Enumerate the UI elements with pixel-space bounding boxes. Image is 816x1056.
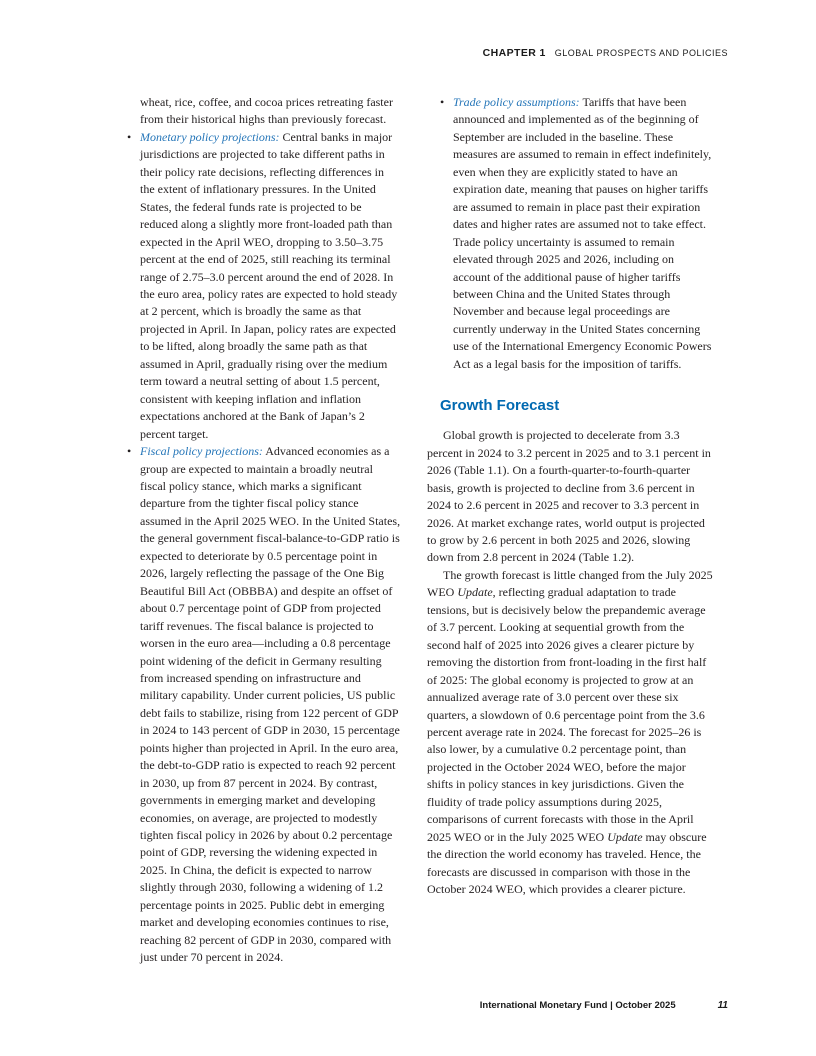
left-column [114,94,401,967]
text-segment: Update [457,585,493,600]
footer-page-number: 11 [717,1000,728,1011]
running-header [483,44,728,62]
paragraph [427,567,714,899]
text-segment: Global growth is projected to decelerate from 3.3 percent in 2024 to 3.2 percent in 2025 and to 3.1 percent in 2026 (Table 1.1). On a fourth-quarter-to-fourth-quarter basis, growth is projected to decline from 3.6 percent in 2024 to 2.6 percent in 2025 and recover to 3.3 percent in 2026. At market exchange rates, world output is projected to grow by 2.6 percent in both 2025 and 2026, slowing down from 2.8 percent in 2024 (Table 1.2). [427,428,711,565]
bullet-lead-label: Monetary policy projections: [140,129,280,144]
text-segment: Update [607,829,643,844]
text-segment: Growth Forecast [440,397,560,415]
right-column [427,94,714,898]
text-segment: may obscure the direction the world economy has traveled. Hence, the forecasts are discussed in comparison with those in the October 2024 WEO, which provides a clearer picture. [427,829,707,897]
text-segment: The growth forecast is little changed from the July 2025 WEO [427,567,713,600]
text-segment: , reflecting gradual adaptation to trade tensions, but is decisively below the prepandemic average of 3.7 percent. Looking at sequential growth from the second half of 2025 into 2026 gives a clearer picture by removing the distortion from front-loading in the first half of 2025: The global economy is projected to grow at an annualized average rate of 3.0 percent over these six quarters, a slowdown of 0.6 percentage point from the 3.6 percent average rate in 2024. The forecast for 2025–26 is also lower, by a cumulative 0.2 percentage point, than projected in the October 2024 WEO, before the major shifts in policy stances in key jurisdictions. Given the fluidity of trade policy assumptions during 2025, comparisons of current forecasts with those in the April 2025 WEO or in the July 2025 WEO [427,585,707,844]
text-segment: Advanced economies as a group are expected to maintain a broadly neutral fiscal policy stance, which marks a significant departure from the tighter fiscal policy stance assumed in the April 2025 WEO. In the United States, the general government fiscal-balance-to-GDP ratio is expected to deteriorate by 0.5 percentage point in 2026, largely reflecting the passage of the One Big Beautiful Bill Act (OBBBA) and despite an offset of about 0.7 percentage point of GDP from projected tariff revenues. The fiscal balance is projected to worsen in the euro area—including a 0.8 percentage point widening of the deficit in Germany resulting from increased spending on infrastructure and military capability. Under current policies, US public debt fails to stabilize, rising from 122 percent of GDP in 2024 to 143 percent of GDP in 2030, 15 percentage points higher than projected in April. In the euro area, the debt-to-GDP ratio is expected to reach 92 percent in 2030, up from 87 percent in 2024. By contrast, governments in emerging market and developing economies, on average, are projected to modestly tighten fiscal policy in 2026 by about 0.2 percentage point of GDP, reversing the widening expected in 2025. In China, the deficit is expected to narrow slightly through 2030, following a widening of 1.2 percentage points in 2025. Public debt in emerging market and developing economies continues to rise, reaching 82 percent of GDP in 2030, compared with just under 70 percent in 2024. [140,444,401,965]
paragraph [114,94,401,129]
running-footer [480,997,728,1014]
text-segment: Central banks in major jurisdictions are projected to take different paths in their policy rate decisions, reflecting differences in the extent of inflationary pressures. In the United States, the federal funds rate is projected to be reduced along a slightly more front-loaded path than expected in the April WEO, dropping to 3.50–3.75 percent at the end of 2025, still reaching its terminal range of 2.75–3.0 percent around the end of 2028. In the euro area, policy rates are expected to hold steady at 2 percent, which is broadly the same as that projected in April. In Japan, policy rates are expected to be lifted, along broadly the same path as that assumed in April, gradually rising over the medium term toward a neutral setting of about 1.5 percent, consistent with keeping inflation and inflation expectations anchored at the Bank of Japan’s 2 percent target. [140,129,398,441]
chapter-label: CHAPTER 1 [482,47,546,59]
bullet-lead-label: Trade policy assumptions: [453,95,580,109]
text-segment: Tariffs that have been announced and implemented as of the beginning of September are included in the baseline. These measures are assumed to remain in effect indefinitely, even when they are explicitly stated to have an expiration date, meaning that pauses on higher tariffs are assumed to remain in place past their expiration dates and higher rates are assumed not to take effect. Trade policy uncertainty is assumed to remain elevated through 2025 and 2026, including on account of the additional pause of higher tariffs between China and the United States through November and because legal proceedings are currently underway in the United States concerning use of the International Emergency Economic Powers Act as a legal basis for the imposition of tariffs. [453,95,712,371]
footer-imprint: International Monetary Fund | October 2025 [479,1000,676,1011]
bullet-marker: • [127,444,132,459]
bullet-item [427,94,714,373]
bullet-lead-label: Fiscal policy projections: [140,444,263,459]
text-segment: wheat, rice, coffee, and cocoa prices retreating faster from their historical highs than previously forecast. [140,95,393,127]
chapter-title: GLOBAL PROSPECTS AND POLICIES [554,48,728,58]
section-heading [440,397,714,415]
bullet-marker: • [440,95,445,109]
bullet-marker: • [127,129,132,144]
paragraph [427,427,714,567]
bullet-item [114,443,401,967]
bullet-item [114,129,401,443]
